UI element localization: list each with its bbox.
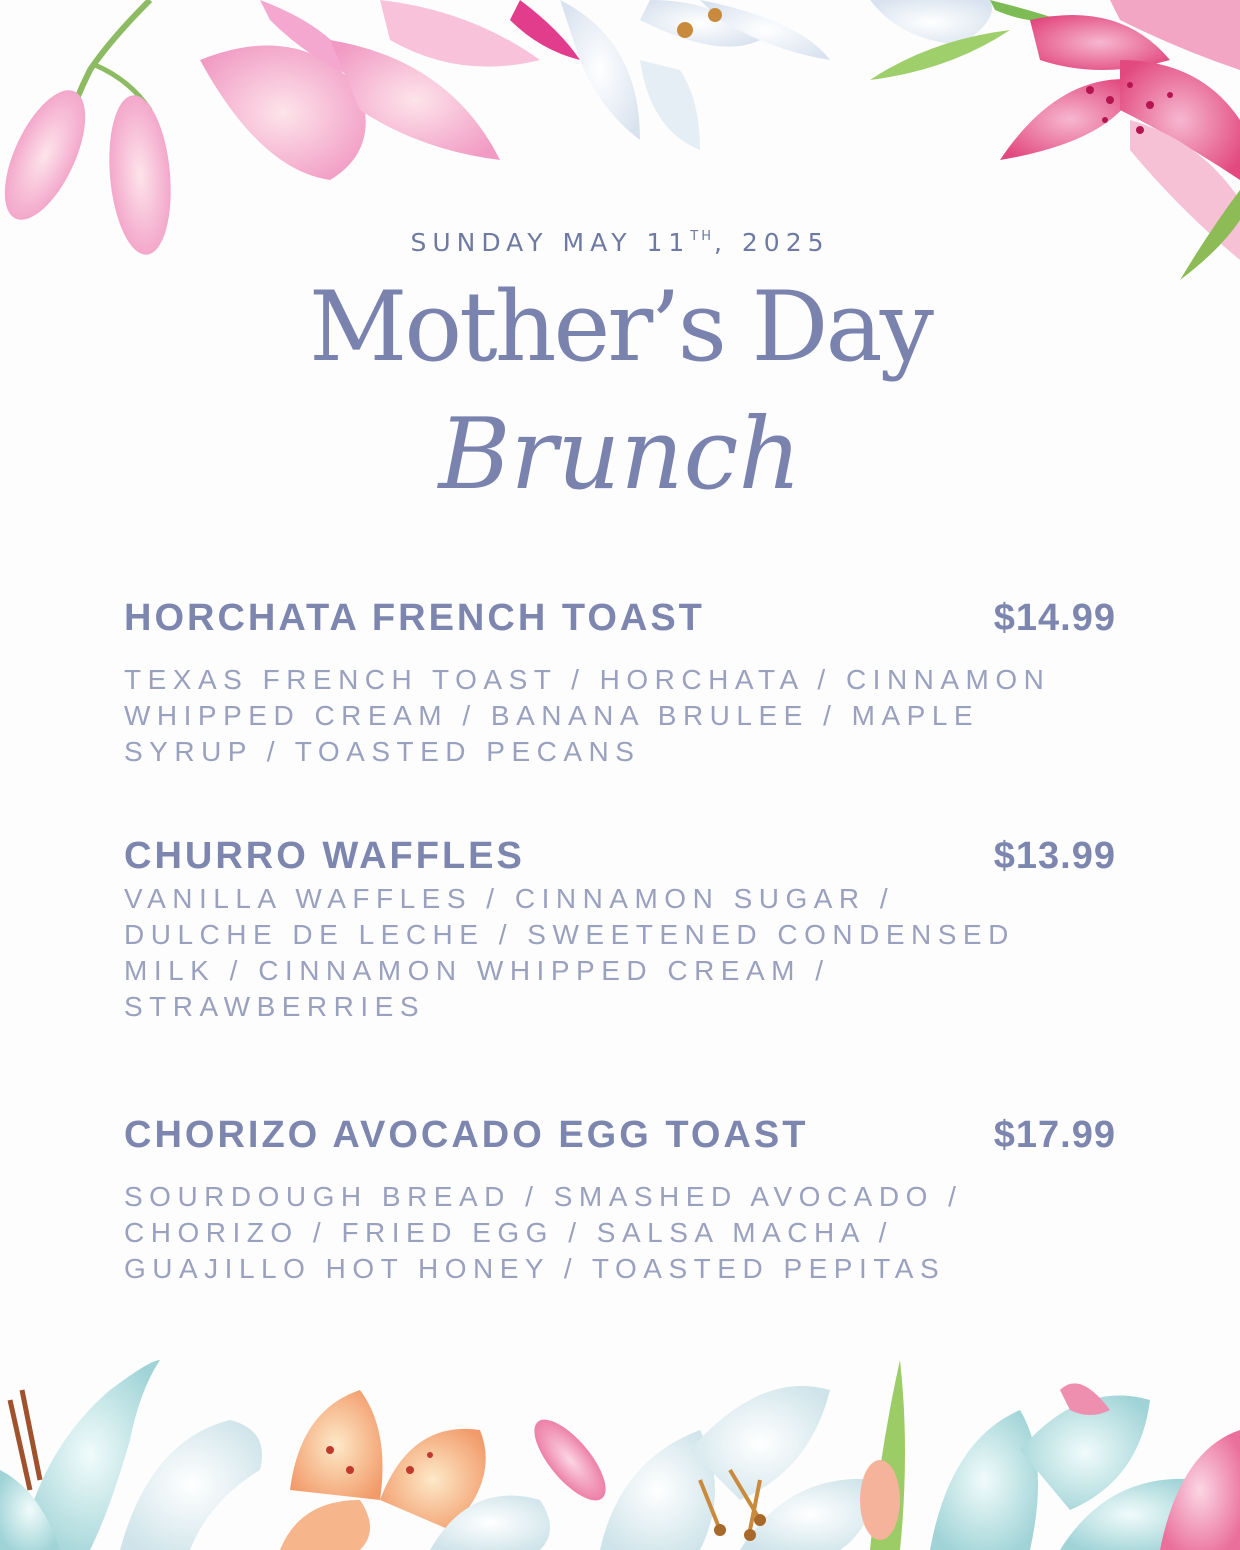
description-line: GUAJILLO HOT HONEY / TOASTED PEPITAS <box>124 1253 946 1284</box>
menu-item-price: $17.99 <box>993 1114 1116 1156</box>
description-line: DULCHE DE LECHE / SWEETENED CONDENSED <box>124 919 1015 950</box>
description-line: MILK / CINNAMON WHIPPED CREAM / <box>124 955 830 986</box>
description-line: CHORIZO / FRIED EGG / SALSA MACHA / <box>124 1217 893 1248</box>
description-line: SOURDOUGH BREAD / SMASHED AVOCADO / <box>124 1181 963 1212</box>
menu-item-price: $14.99 <box>993 597 1116 639</box>
date-text: SUNDAY MAY 11 <box>410 228 691 257</box>
date-ordinal-suffix: TH <box>690 229 714 244</box>
menu-item-description <box>124 881 1124 1025</box>
menu-item-description <box>124 1179 1124 1287</box>
menu-item-price: $13.99 <box>993 835 1116 877</box>
event-date <box>0 228 1240 257</box>
menu-item-description <box>124 662 1124 770</box>
description-line: SYRUP / TOASTED PECANS <box>124 736 641 767</box>
menu-item-name: CHORIZO AVOCADO EGG TOAST <box>124 1114 809 1156</box>
description-line: WHIPPED CREAM / BANANA BRULEE / MAPLE <box>124 700 980 731</box>
page-subtitle: Brunch <box>438 398 802 512</box>
menu-item-name: HORCHATA FRENCH TOAST <box>124 597 705 639</box>
description-line: VANILLA WAFFLES / CINNAMON SUGAR / <box>124 883 895 914</box>
description-line: STRAWBERRIES <box>124 991 425 1022</box>
date-year: , 2025 <box>714 228 830 257</box>
description-line: TEXAS FRENCH TOAST / HORCHATA / CINNAMON <box>124 664 1051 695</box>
bottom-floral-border <box>0 1330 1240 1550</box>
menu-item-name: CHURRO WAFFLES <box>124 835 525 877</box>
page-title: Mother’s Day <box>309 271 931 383</box>
